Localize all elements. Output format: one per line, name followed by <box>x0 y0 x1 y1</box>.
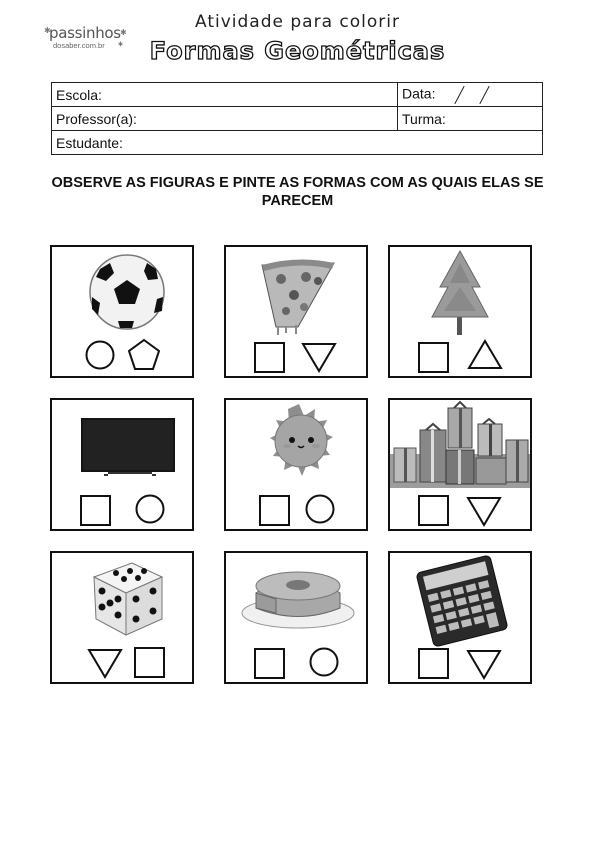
television-image <box>52 400 192 529</box>
class-label: Turma: <box>402 110 446 127</box>
triangle-down-shape[interactable] <box>466 649 502 681</box>
card-pizza-slice <box>224 245 368 378</box>
sun-image <box>226 400 366 529</box>
date-separator <box>480 85 490 103</box>
circle-shape[interactable] <box>85 340 117 372</box>
calculator-image <box>390 553 530 682</box>
triangle-down-shape[interactable] <box>466 496 502 528</box>
class-field[interactable] <box>398 107 543 131</box>
square-shape[interactable] <box>80 495 112 527</box>
square-shape[interactable] <box>418 648 450 680</box>
triangle-down-shape[interactable] <box>301 342 337 374</box>
pentagon-shape[interactable] <box>126 338 162 372</box>
info-form <box>51 82 543 155</box>
page-subtitle: Atividade para colorir <box>195 12 400 32</box>
circle-shape[interactable] <box>305 494 337 526</box>
square-shape[interactable] <box>259 495 291 527</box>
card-sun <box>224 398 368 531</box>
card-television <box>50 398 194 531</box>
tree-image <box>390 247 530 376</box>
card-tree <box>388 245 532 378</box>
logo-star-icon: ✱ <box>120 28 127 37</box>
instructions: OBSERVE AS FIGURAS E PINTE AS FORMAS COM AS QUAIS ELAS SE PARECEM <box>51 175 544 209</box>
student-field[interactable] <box>52 131 543 155</box>
square-shape[interactable] <box>254 648 286 680</box>
card-calculator <box>388 551 532 684</box>
date-separator <box>455 85 465 103</box>
student-label: Estudante: <box>56 134 123 151</box>
card-cake <box>224 551 368 684</box>
card-soccer-ball <box>50 245 194 378</box>
school-label: Escola: <box>56 86 102 103</box>
soccer-ball-image <box>52 247 192 376</box>
pizza-slice-image <box>226 247 366 376</box>
logo-site: dosaber.com.br <box>53 41 105 50</box>
card-dice <box>50 551 194 684</box>
square-shape[interactable] <box>254 342 286 374</box>
square-shape[interactable] <box>134 647 166 679</box>
logo-star-icon: ✱ <box>118 42 124 48</box>
logo-star-icon: ✱ <box>44 26 51 35</box>
logo <box>44 24 130 54</box>
school-field[interactable] <box>52 83 398 107</box>
date-field[interactable] <box>398 83 543 107</box>
circle-shape[interactable] <box>309 647 341 679</box>
triangle-up-shape[interactable] <box>467 339 503 371</box>
page-title: Formas Geométricas <box>149 37 446 65</box>
card-gift-boxes <box>388 398 532 531</box>
teacher-label: Professor(a): <box>56 110 137 127</box>
triangle-down-shape[interactable] <box>87 648 123 680</box>
logo-name: passinhos <box>49 24 121 42</box>
circle-shape[interactable] <box>135 494 167 526</box>
square-shape[interactable] <box>418 495 450 527</box>
date-label: Data: <box>402 85 436 102</box>
cake-image <box>226 553 366 682</box>
gift-boxes-image <box>390 400 530 529</box>
square-shape[interactable] <box>418 342 450 374</box>
teacher-field[interactable] <box>52 107 398 131</box>
